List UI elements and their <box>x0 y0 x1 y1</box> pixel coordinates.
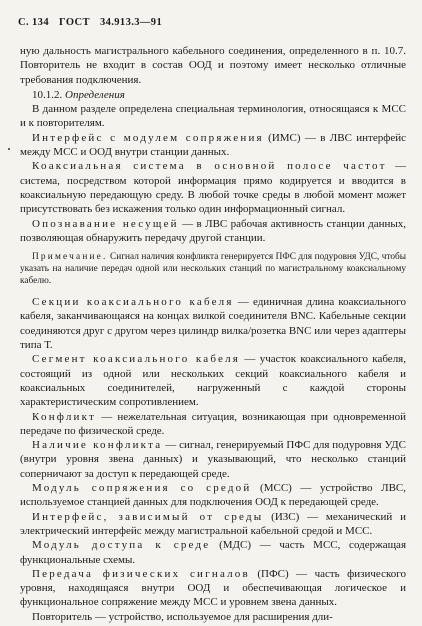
defined-term: Секции коаксиального кабеля <box>32 296 234 309</box>
definition-text: (МСС) — устройство ЛВС, используемое станцией данных для подключения ООД к передающей среде. <box>20 482 407 509</box>
definition <box>20 131 406 160</box>
page-header <box>18 17 169 28</box>
definition-text: — система, посредством которой информация прямо кодируется и вводится в коаксиальную передающую среду. В любой точке среды в любой момент может присутствовать без искажения только один информационный сигнал. <box>20 160 406 216</box>
defined-term: Наличие конфликта <box>32 439 163 452</box>
definition <box>20 510 406 539</box>
definition-text: (ИМС) — в ЛВС интерфейс между МСС и ООД внутри станции данных. <box>20 131 406 159</box>
definition <box>20 538 406 567</box>
defined-term: Модуль сопряжения со средой <box>32 482 252 495</box>
note <box>20 251 406 287</box>
section-heading <box>20 88 406 102</box>
standard-number: 34.913.3—91 <box>99 17 163 28</box>
definition-text: (ПФС) — часть физического уровня, находящаяся внутри ООД и обеспечивающая логическое и функциональное сопряжение между МСС и уровнем звена данных. <box>20 567 406 609</box>
defined-term: Интерфейс, зависимый от среды <box>32 510 264 523</box>
definition <box>20 217 406 246</box>
paragraph: ную дальность магистрального кабельного соединения, определенного в п. 10.7. Повторитель не входит в состав ООД и поэтому имеет несколько отличные требования подключения. <box>20 45 406 86</box>
definition <box>20 295 406 352</box>
definition-text: — единичная длина коаксиального кабеля, заканчивающаяся на концах вилкой соединителя BNC. Кабельные секции соединяются друг с другом через цилиндр вилка/розетка BNC или через адаптеры типа Т. <box>20 296 406 352</box>
definition <box>20 481 406 510</box>
defined-term: Интерфейс с модулем сопряжения <box>32 131 264 144</box>
body-text <box>20 44 406 624</box>
defined-term: Передача физических сигналов <box>32 567 250 580</box>
definition-text: — участок коаксиального кабеля, состоящий из одной или нескольких секций коаксиального кабеля и коаксиальных соединителей, нагруженный с каждой стороны характеристическим сопротивлением. <box>20 353 406 409</box>
paragraph: Повторитель — устройство, используемое для расширения дли- <box>32 610 333 623</box>
definition-text: (ИЗС) — механический и электрический интерфейс между магистральной кабельной средой и МСС. <box>20 510 406 537</box>
section-number: 10.1.2. <box>32 88 63 101</box>
definition-text: — нежелательная ситуация, возникающая при одновременной передаче по физической среде. <box>20 410 406 437</box>
defined-term: Опознавание несущей <box>32 217 179 230</box>
definition <box>20 159 406 216</box>
page-number: С. 134 <box>18 17 49 28</box>
definition-text: (МДС) — часть МСС, содержащая функциональные схемы. <box>20 539 407 566</box>
defined-term: Сегмент коаксиального кабеля <box>32 353 241 366</box>
definition <box>20 410 406 439</box>
definition <box>20 352 406 409</box>
definition <box>20 438 406 481</box>
paragraph: В данном разделе определена специальная терминология, относящаяся к МСС и к повторителям. <box>20 103 406 130</box>
standard-label: ГОСТ <box>59 17 90 28</box>
note-text: Сигнал наличия конфликта генерируется ПФС для подуровня УДС, чтобы указать на наличие передач одной или нескольких станций по магистральному коаксиальному кабелю. <box>20 252 406 287</box>
scan-speck <box>8 148 10 150</box>
defined-term: Конфликт <box>32 410 97 423</box>
definition-text: — в ЛВС рабочая активность станции данных, позволяющая обнаружить передачу другой станции. <box>20 217 406 244</box>
note-label: Примечание. <box>32 252 108 263</box>
section-title: Определения <box>65 88 125 101</box>
definition-text: — сигнал, генерируемый ПФС для подуровня УДС (внутри уровня звена данных) и указывающий, что несколько станций соперничают за доступ к передающей среде. <box>20 439 406 480</box>
defined-term: Модуль доступа к среде <box>32 539 211 552</box>
defined-term: Коаксиальная система в основной полосе частот <box>32 160 387 173</box>
definition <box>20 567 406 610</box>
